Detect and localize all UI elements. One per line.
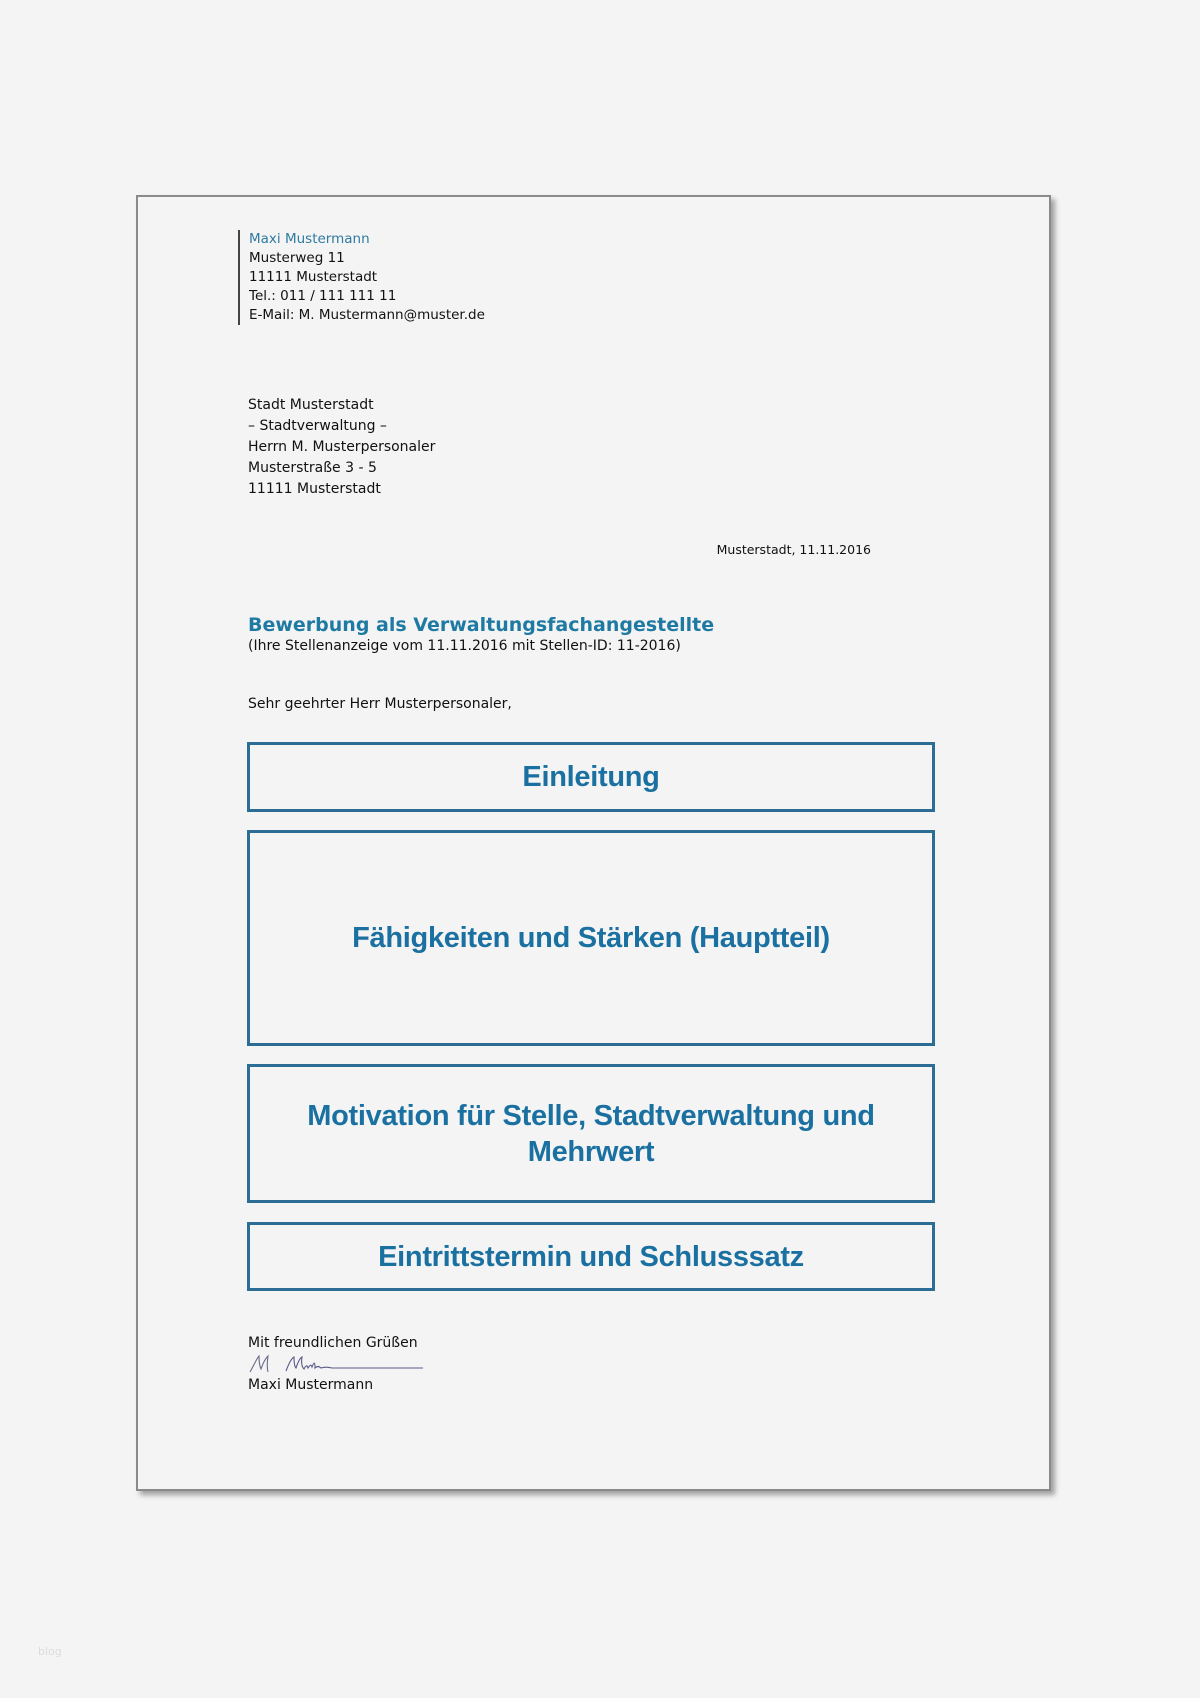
section-label: Motivation für Stelle, Stadtverwaltung und Mehrwert: [307, 1099, 875, 1168]
section-box-closing: [247, 1222, 935, 1291]
sender-block: [238, 230, 485, 325]
signature-name: Maxi Mustermann: [248, 1377, 374, 1393]
recipient-line: 11111 Musterstadt: [248, 481, 381, 497]
recipient-line: Herrn M. Musterpersonaler: [248, 439, 436, 455]
subject-reference: (Ihre Stellenanzeige vom 11.11.2016 mit Stellen-ID: 11-2016): [248, 638, 681, 654]
sender-name: Maxi Mustermann: [249, 231, 370, 247]
section-label: Eintrittstermin und Schlusssatz: [378, 1240, 804, 1273]
signature-icon: [248, 1353, 428, 1375]
recipient-line: – Stadtverwaltung –: [248, 418, 387, 434]
sender-email: E-Mail: M. Mustermann@muster.de: [249, 307, 485, 323]
sender-phone: Tel.: 011 / 111 111 11: [249, 288, 397, 304]
section-box-motivation: [247, 1064, 935, 1203]
recipient-line: Stadt Musterstadt: [248, 397, 374, 413]
section-label: Fähigkeiten und Stärken (Hauptteil): [352, 922, 830, 954]
letter-page: [136, 195, 1051, 1491]
subject-title: Bewerbung als Verwaltungsfachangestellte: [248, 614, 715, 636]
letter-date: Musterstadt, 11.11.2016: [716, 542, 871, 557]
closing-block: [248, 1333, 428, 1395]
recipient-block: [248, 395, 435, 500]
closing-greeting: Mit freundlichen Grüßen: [248, 1335, 418, 1351]
subject-block: [248, 613, 714, 656]
section-label: Einleitung: [522, 761, 660, 793]
watermark: blog: [38, 1645, 62, 1658]
sender-city: 11111 Musterstadt: [249, 269, 378, 285]
sender-street: Musterweg 11: [249, 250, 345, 266]
salutation: Sehr geehrter Herr Musterpersonaler,: [248, 696, 512, 712]
section-box-introduction: [247, 742, 935, 812]
recipient-line: Musterstraße 3 - 5: [248, 460, 377, 476]
section-box-main-part: [247, 830, 935, 1046]
